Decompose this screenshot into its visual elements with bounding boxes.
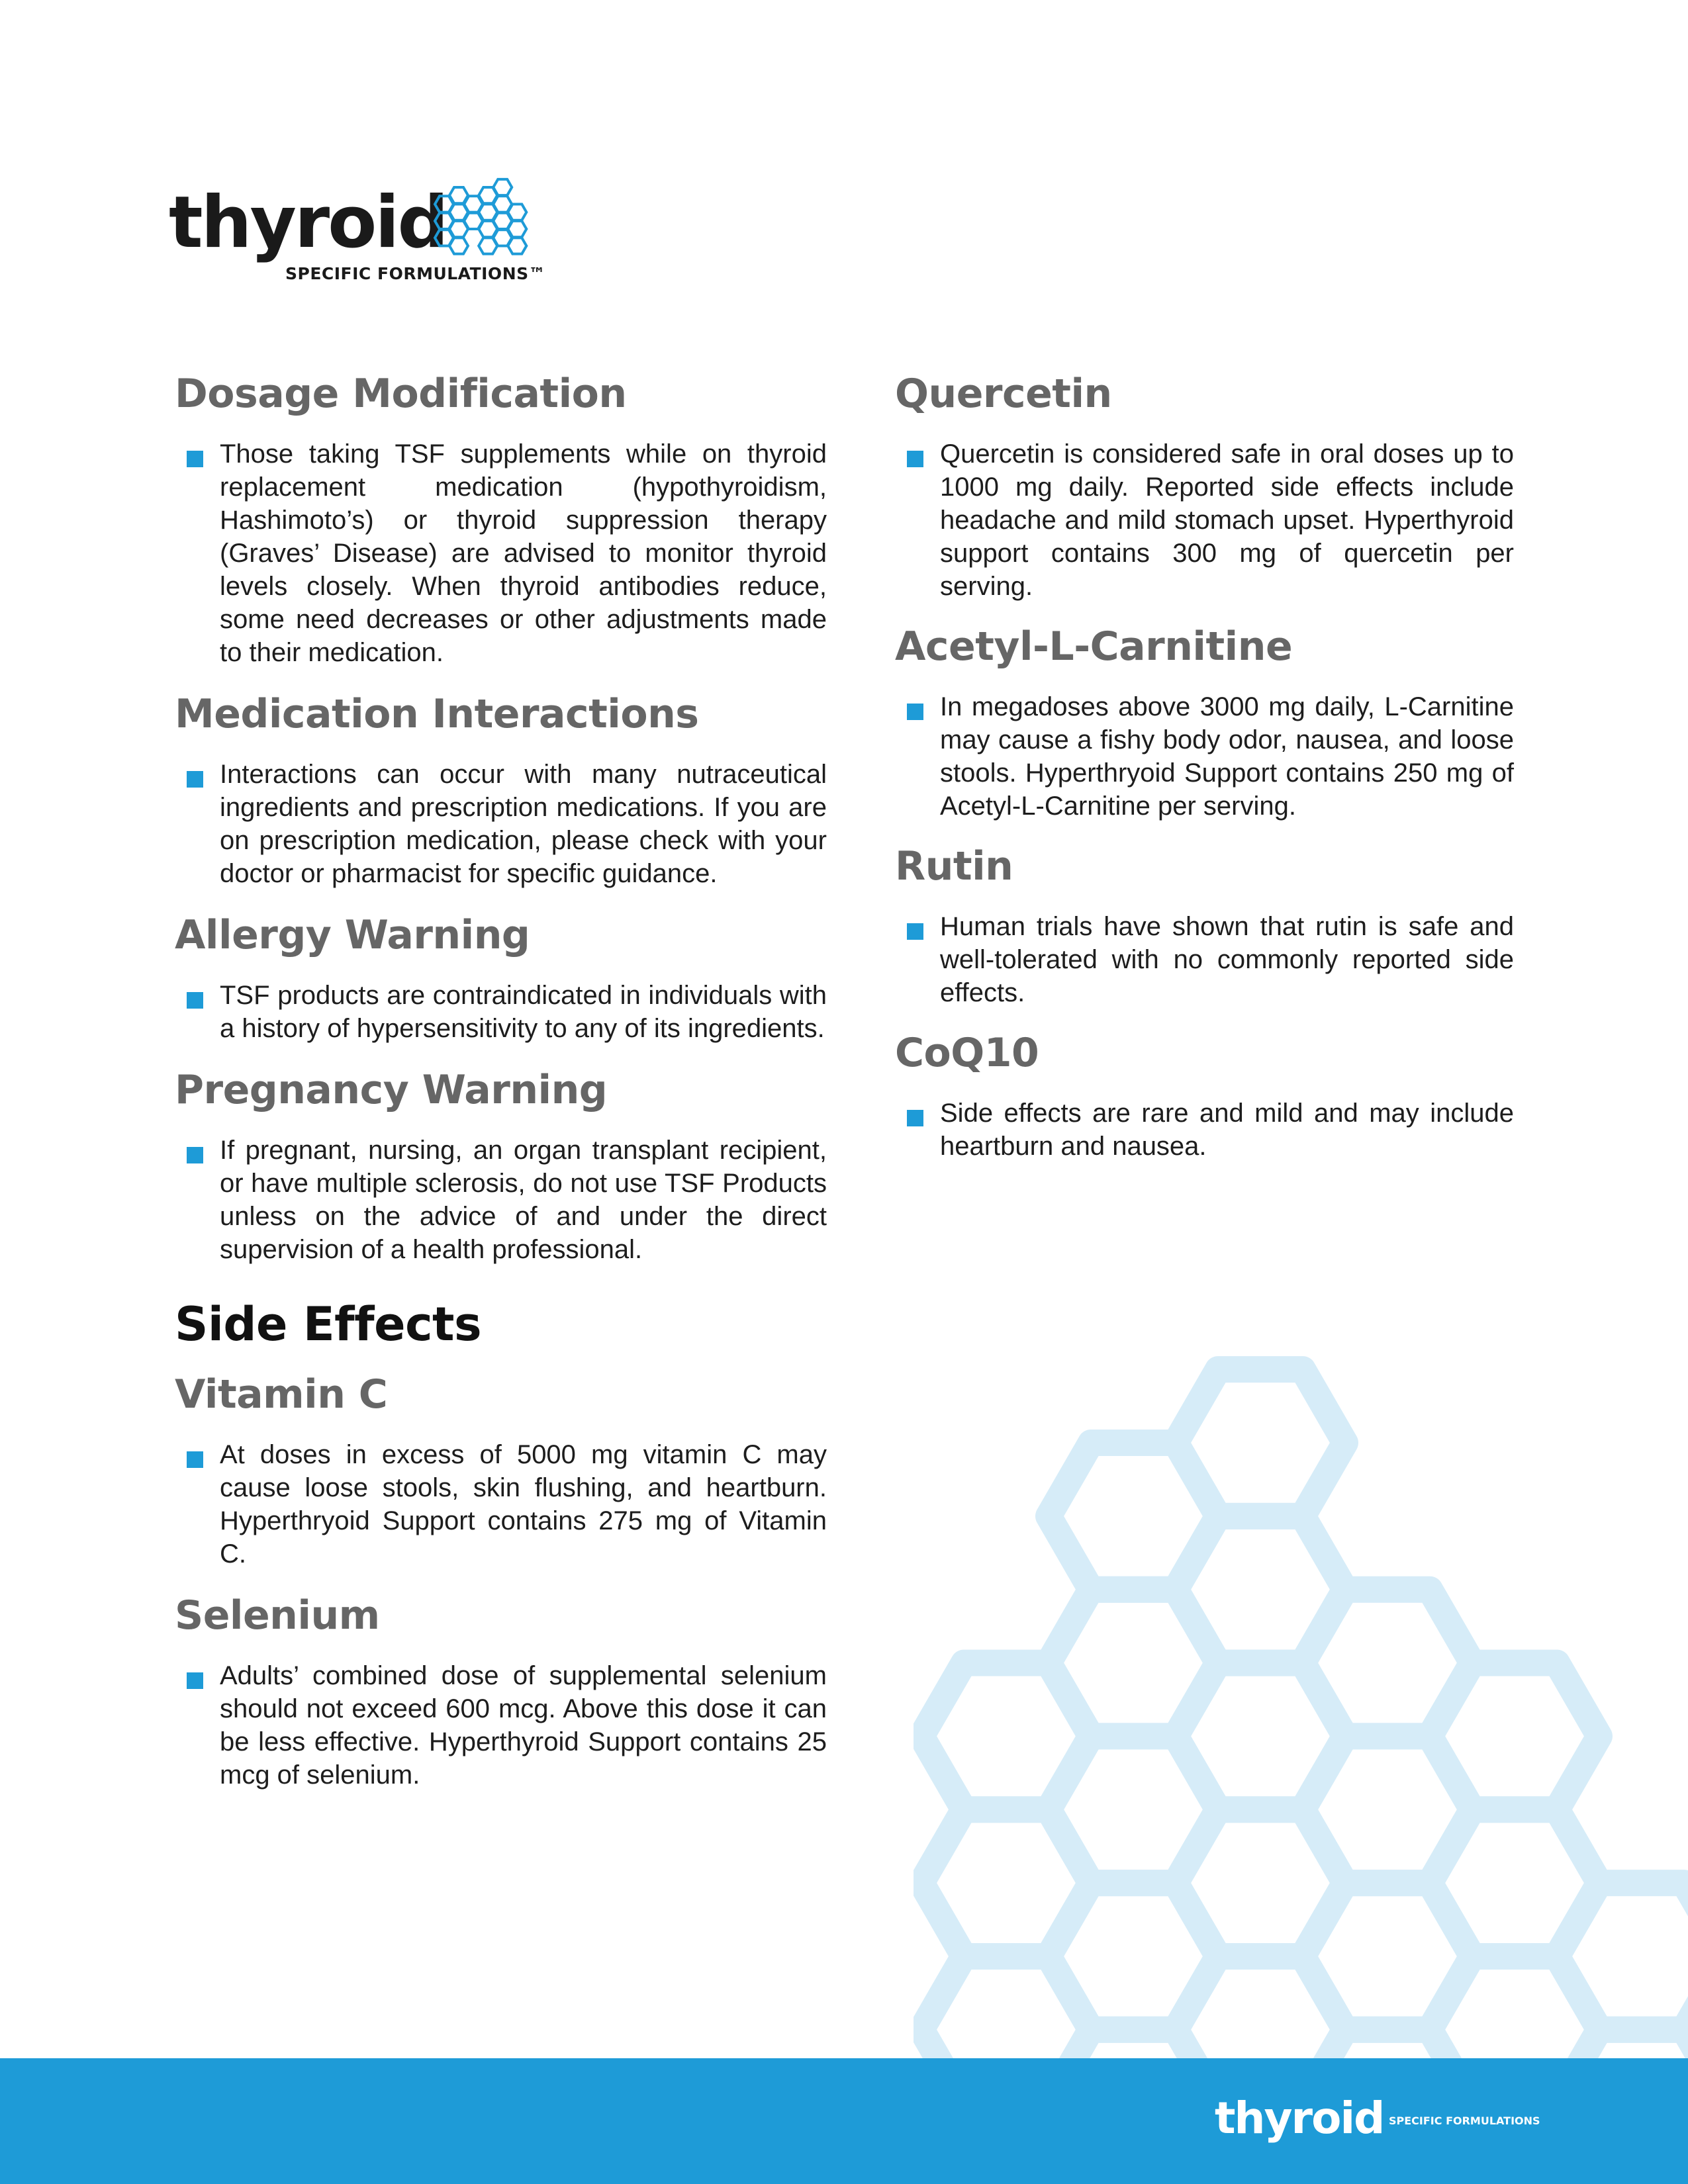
section-quercetin [895,367,1514,603]
bullet-text: Quercetin is considered safe in oral doses up to 1000 mg daily. Reported side effects include headache and mild stomach upset. Hyperthyroid support contains 300 mg of quercetin per serving. [940,439,1514,601]
bullet-text: Side effects are rare and mild and may include heartburn and nausea. [940,1099,1514,1161]
bullet-square-icon [907,451,923,467]
section-heading: Vitamin C [175,1371,388,1418]
bullet-item [895,910,1514,1009]
section-heading: Allergy Warning [175,912,530,958]
hexagon-shape [1430,1663,1599,1810]
bullet-square-icon [907,923,923,940]
section-acetyl-l-carnitine [895,620,1514,823]
footer-tagline: SPECIFIC FORMULATIONS [1389,2115,1540,2127]
bullet-item [175,1659,827,1792]
bullet-square-icon [187,992,203,1009]
hexagon-shape [508,238,526,253]
bullet-square-icon [187,1147,203,1163]
bullet-item [175,1134,827,1266]
section-vitamin-c [175,1368,827,1570]
hexagon-shape [508,221,526,237]
bullet-item [895,690,1514,823]
footer-band [0,2058,1688,2184]
hexagon-shape [1557,2030,1688,2058]
section-heading: Quercetin [895,371,1112,417]
bullet-item [175,758,827,890]
bullet-text: Those taking TSF supplements while on thyroid replacement medication (hypothyroidism, Hashimoto’s) or thyroid suppression therapy (Graves’ Disease) are advised to monitor thyroid levels closely. When thyroid antibodies reduce, some need decreases or other adjustments made to their medication. [220,439,827,667]
section-heading: Pregnancy Warning [175,1067,608,1113]
hexagon-shape [449,238,468,253]
bullet-text: Interactions can occur with many nutraceutical ingredients and prescription medications. If you are on prescription medication, please check with your doctor or pharmacist for specific guidance. [220,760,827,888]
bullet-item [175,437,827,669]
bullet-text: Adults’ combined dose of supplemental selenium should not exceed 600 mcg. Above this dose it can be less effective. Hyperthyroid Support contains 25 mcg of selenium. [220,1661,827,1790]
section-heading: Selenium [175,1592,380,1639]
bullet-square-icon [907,1110,923,1126]
bullet-text: Human trials have shown that rutin is safe and well-tolerated with no commonly reported side effects. [940,912,1514,1007]
bullet-text: TSF products are contraindicated in individuals with a history of hypersensitivity to any of its ingredients. [220,981,827,1043]
hexagon-cluster-icon [432,175,548,275]
bullet-item [175,979,827,1045]
hexagon-shape [493,179,512,195]
section-rutin [895,840,1514,1009]
section-pregnancy-warning [175,1064,827,1266]
section-heading: Medication Interactions [175,691,699,737]
section-heading: Rutin [895,843,1013,889]
bullet-square-icon [187,451,203,467]
section-heading: Acetyl-L-Carnitine [895,623,1293,670]
hexagon-shape [508,205,526,220]
left-column [175,367,827,1792]
bullet-square-icon [907,704,923,720]
section-medication-interactions [175,688,827,890]
header-logo [169,175,546,295]
section-coq10 [895,1026,1514,1163]
bullet-text: At doses in excess of 5000 mg vitamin C may cause loose stools, skin flushing, and heartburn. Hyperthryoid Support contains 275 mg of Vitamin C. [220,1440,827,1569]
section-heading: CoQ10 [895,1030,1039,1076]
bullet-item [895,437,1514,603]
section-heading: Dosage Modification [175,371,627,417]
bullet-square-icon [187,1672,203,1689]
hexagon-shape [1684,1956,1688,2058]
hexagon-pattern-background [914,1350,1688,2058]
side-effects-heading: Side Effects [175,1297,482,1351]
bullet-item [175,1438,827,1570]
section-dosage-modification [175,367,827,669]
bullet-square-icon [187,1451,203,1468]
bullet-text: In megadoses above 3000 mg daily, L-Carnitine may cause a fishy body odor, nausea, and loose stools. Hyperthryoid Support contains 250 mg of Acetyl-L-Carnitine per serving. [940,692,1514,821]
hexagon-shape [1176,1369,1345,1516]
logo-tagline: SPECIFIC FORMULATIONS™ [285,264,546,283]
bullet-square-icon [187,771,203,788]
hexagon-shape [1557,1883,1688,2030]
bullet-item [895,1097,1514,1163]
section-allergy-warning [175,909,827,1045]
logo-wordmark: thyroid [169,181,447,264]
footer-wordmark: thyroid [1215,2093,1384,2144]
right-column [895,367,1514,1163]
section-selenium [175,1589,827,1792]
bullet-text: If pregnant, nursing, an organ transplant recipient, or have multiple sclerosis, do not use TSF Products unless on the advice of and under the direct supervision of a health professional. [220,1136,827,1264]
